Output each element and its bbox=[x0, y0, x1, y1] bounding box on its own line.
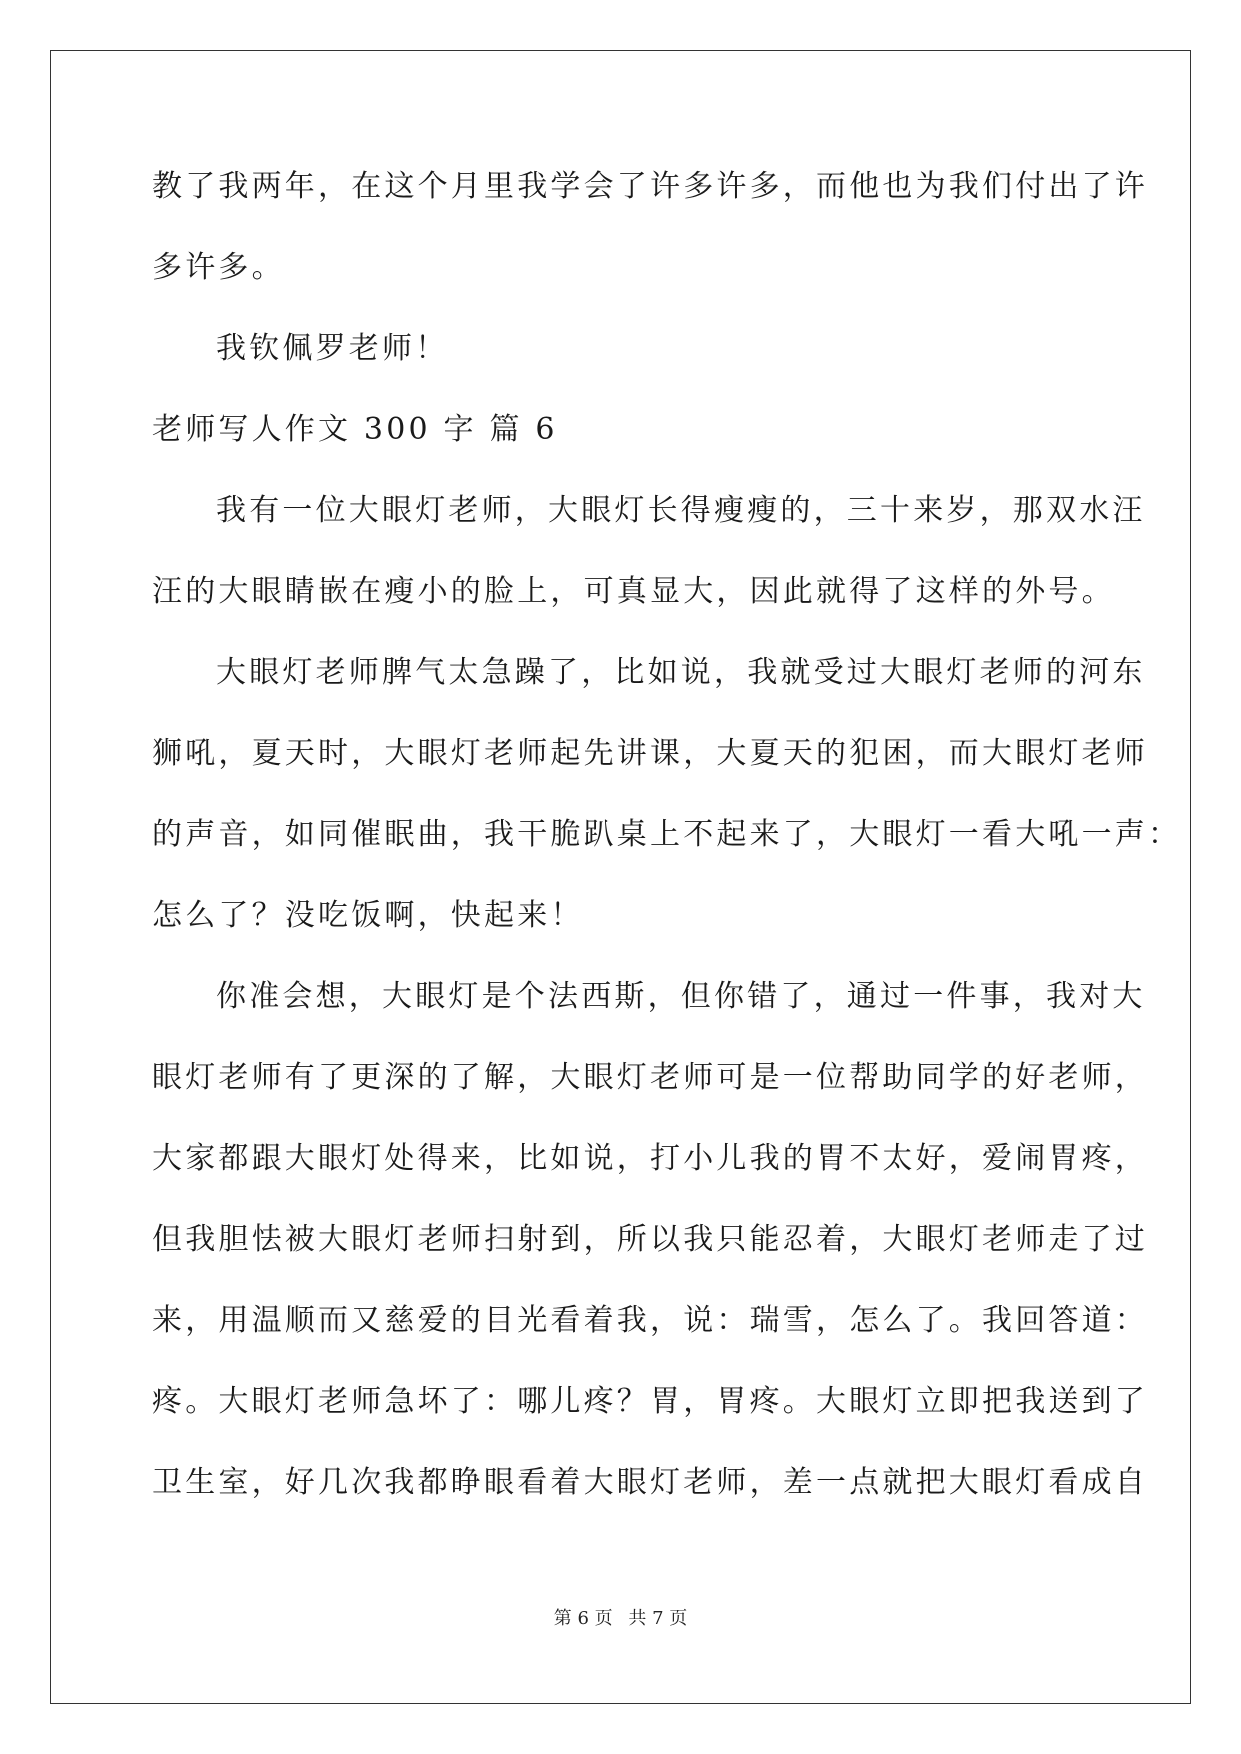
text-line-12: 眼灯老师有了更深的了解，大眼灯老师可是一位帮助同学的好老师， bbox=[152, 1060, 1148, 1095]
text-line-1: 教了我两年，在这个月里我学会了许多许多，而他也为我们付出了许 bbox=[152, 169, 1148, 204]
text-line-13: 大家都跟大眼灯处得来，比如说，打小儿我的胃不太好，爱闹胃疼， bbox=[152, 1141, 1148, 1176]
text-line-17: 卫生室，好几次我都睁眼看着大眼灯老师，差一点就把大眼灯看成自 bbox=[152, 1465, 1148, 1500]
text-line-14: 但我胆怯被大眼灯老师扫射到，所以我只能忍着，大眼灯老师走了过 bbox=[152, 1222, 1148, 1257]
text-line-7: 大眼灯老师脾气太急躁了，比如说，我就受过大眼灯老师的河东 bbox=[216, 655, 1146, 690]
section-heading: 老师写人作文 300 字 篇 6 bbox=[152, 412, 558, 447]
text-line-11: 你准会想，大眼灯是个法西斯，但你错了，通过一件事，我对大 bbox=[216, 979, 1146, 1014]
text-line-15: 来，用温顺而又慈爱的目光看着我，说：瑞雪，怎么了。我回答道： bbox=[152, 1303, 1148, 1338]
page-footer bbox=[0, 1604, 1241, 1630]
page-number: 第 6 页 bbox=[553, 1608, 613, 1629]
text-line-3: 我钦佩罗老师！ bbox=[216, 331, 449, 366]
text-line-10: 怎么了？没吃饭啊，快起来！ bbox=[152, 898, 584, 933]
text-line-16: 疼。大眼灯老师急坏了：哪儿疼？胃，胃疼。大眼灯立即把我送到了 bbox=[152, 1384, 1148, 1419]
text-line-2: 多许多。 bbox=[152, 250, 285, 285]
document-body bbox=[152, 160, 1182, 1537]
text-line-8: 狮吼，夏天时，大眼灯老师起先讲课，大夏天的犯困，而大眼灯老师 bbox=[152, 736, 1148, 771]
text-line-5: 我有一位大眼灯老师，大眼灯长得瘦瘦的，三十来岁，那双水汪 bbox=[216, 493, 1146, 528]
text-line-6: 汪的大眼睛嵌在瘦小的脸上，可真显大，因此就得了这样的外号。 bbox=[152, 574, 1115, 609]
text-line-9: 的声音，如同催眠曲，我干脆趴桌上不起来了，大眼灯一看大吼一声： bbox=[152, 817, 1182, 852]
page-total: 共 7 页 bbox=[628, 1608, 688, 1629]
